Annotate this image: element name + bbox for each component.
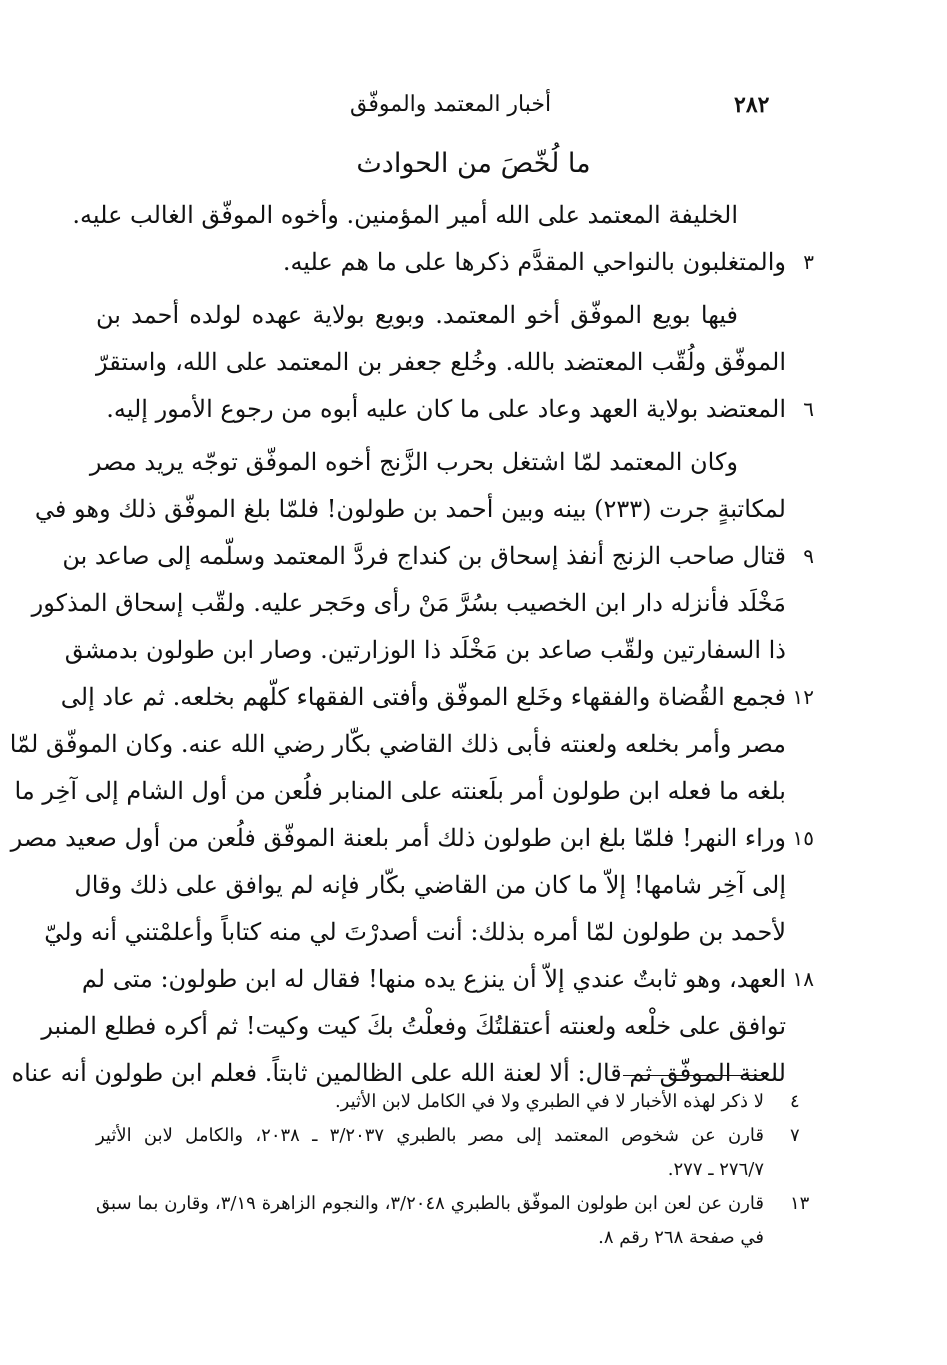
text-line-content: فجمع القُضاة والفقهاء وخَلع الموفّق وأفتى الفقهاء كلّهم بخلعه. ثم عاد إلى	[60, 683, 786, 711]
line-number: ٣	[803, 250, 814, 274]
footnote-line	[96, 1221, 786, 1255]
text-line-content: قتال صاحب الزنج أنفذ إسحاق بن كنداج فردَّ المعتمد وسلّمه إلى صاعد بن	[62, 542, 786, 570]
text-line	[10, 815, 814, 862]
text-line-content: وراء النهر! فلمّا بلغ ابن طولون ذلك أمر بلعنة الموفّق فلُعن من أول صعيد مصر	[10, 824, 786, 852]
text-line	[96, 339, 786, 386]
text-line	[74, 862, 786, 909]
text-line-content: العهد، وهو ثابتٌ عندي إلاّ أن ينزع يده منها! فقال له ابن طولون: متى لم	[81, 965, 786, 993]
footnote-number: ٧	[790, 1125, 800, 1146]
line-number: ١٥	[792, 826, 814, 850]
text-line-content: مَخْلَد فأنزله دار ابن الخصيب بسُرَّ مَنْ رأى وحَجر عليه. ولقّب إسحاق المذكور	[31, 589, 786, 617]
section-title: ما لُخّصَ من الحوادث	[356, 148, 591, 179]
line-number: ٦	[803, 397, 814, 421]
footnote-text: في صفحة ٢٦٨ رقم ٨.	[598, 1227, 764, 1248]
text-line	[62, 533, 814, 580]
footnote-text: قارن عن شخوص المعتمد إلى مصر بالطبري ٣/٢٠٣٧ ـ ٢٠٣٨، والكامل لابن الأثير	[96, 1125, 764, 1146]
text-line	[96, 239, 814, 286]
text-line	[60, 674, 814, 721]
footnote-rule	[623, 1075, 761, 1076]
text-line	[14, 768, 786, 815]
page-header	[80, 88, 807, 128]
text-line-content: مصر وأمر بخلعه ولعنته فأبى ذلك القاضي بكّار رضي الله عنه. وكان الموفّق لمّا	[9, 730, 786, 758]
line-number: ١٨	[792, 967, 814, 991]
running-title: أخبار المعتمد والموفّق	[350, 92, 552, 117]
footnote-text: لا ذكر لهذه الأخبار لا في الطبري ولا في الكامل لابن الأثير.	[334, 1091, 764, 1112]
text-line-content: إلى آخِر شامها! إلاّ ما كان من القاضي بكّار فإنه لم يوافق على ذلك وقال	[74, 871, 786, 899]
text-line	[34, 486, 786, 533]
text-line-content: لأحمد بن طولون لمّا أمره بذلك: أنت أصدرْتَ لي منه كتاباً وأعلمْتني أنه وليّ	[44, 918, 786, 946]
text-line-content: للعنة الموفّق ثم قال: ألا لعنة الله على الظالمين ثابتاً. فعلم ابن طولون أنه عناه	[11, 1059, 786, 1087]
text-line	[9, 721, 786, 768]
text-line-content: الموفّق ولُقّب المعتضد بالله. وخُلع جعفر بن المعتمد على الله، واستقرّ	[96, 348, 786, 376]
footnote-text: قارن عن لعن ابن طولون الموفّق بالطبري ٣/٢٠٤٨، والنجوم الزاهرة ٣/١٩، وقارن بما سبق	[96, 1193, 765, 1214]
text-line	[81, 956, 814, 1003]
text-line-content: والمتغلبون بالنواحي المقدَّم ذكرها على ما هم عليه.	[282, 248, 786, 276]
footnote-line	[96, 1119, 800, 1153]
text-line	[72, 192, 786, 239]
text-line-content: الخليفة المعتمد على الله أمير المؤمنين. وأخوه الموفّق الغالب عليه.	[72, 201, 738, 229]
text-line	[41, 1003, 786, 1050]
text-line-content: ذا السفارتين ولقّب صاعد بن مَخْلَد ذا الوزارتين. وصار ابن طولون بدمشق	[64, 636, 786, 664]
page-number: ٢٨٢	[734, 92, 770, 118]
footnote-line	[96, 1153, 786, 1187]
footnote-text: ٢٧٦/٧ ـ ٢٧٧.	[667, 1159, 764, 1180]
text-line-content: فيها بويع الموفّق أخو المعتمد. وبويع بولاية عهده لولده أحمد بن	[96, 301, 738, 329]
footnotes	[96, 1085, 810, 1255]
text-line	[96, 292, 786, 339]
footnote-number: ٤	[790, 1091, 800, 1112]
text-line-content: وكان المعتمد لمّا اشتغل بحرب الزَّنج أخوه الموفّق توجّه يريد مصر	[89, 448, 738, 476]
text-line-content: توافق على خلْعه ولعنته أعتقلتُكَ وفعلْتُ بكَ كيت وكيت! ثم أكره فطلع المنبر	[41, 1012, 786, 1040]
text-line	[31, 580, 786, 627]
footnote-line	[96, 1085, 800, 1119]
line-number: ٩	[803, 544, 814, 568]
text-line-content: المعتضد بولاية العهد وعاد على ما كان عليه أبوه من رجوع الأمور إليه.	[106, 395, 786, 423]
main-text	[9, 192, 814, 1097]
text-line	[44, 909, 786, 956]
footnote-line	[96, 1187, 810, 1221]
line-number: ١٢	[792, 685, 814, 709]
text-line	[96, 386, 814, 433]
text-line	[89, 439, 786, 486]
text-line-content: لمكاتبةٍ جرت (٢٣٣) بينه وبين أحمد بن طولون! فلمّا بلغ الموفّق ذلك وهو في	[34, 495, 786, 523]
footnote-number: ١٣	[790, 1193, 810, 1214]
text-line-content: بلغه ما فعله ابن طولون أمر بلَعنته على المنابر فلُعن من أول الشام إلى آخِر ما	[14, 777, 786, 805]
text-line	[64, 627, 786, 674]
